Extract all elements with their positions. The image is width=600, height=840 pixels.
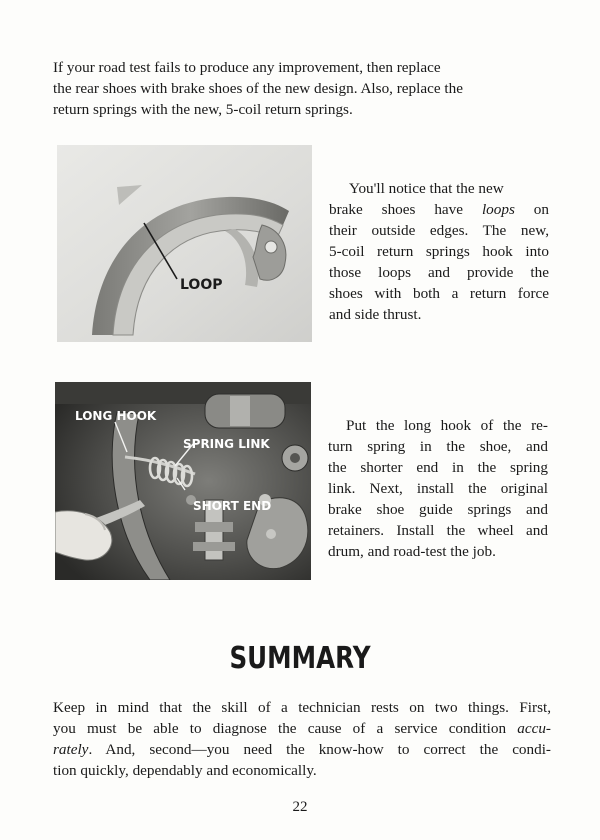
loops-text: brake shoes have bbox=[329, 201, 482, 218]
intro-paragraph bbox=[53, 57, 551, 120]
loops-line: their outside edges. The new, bbox=[329, 222, 549, 239]
summary-line bbox=[53, 718, 551, 739]
page-number: 22 bbox=[292, 799, 308, 815]
summary-text: . And, second—you need the know-how to correct the condi- bbox=[88, 741, 551, 758]
summary-paragraph bbox=[53, 697, 551, 781]
hook-line: retainers. Install the wheel and bbox=[328, 522, 548, 539]
brake-shoe-photo bbox=[57, 145, 312, 342]
hook-line: Put the long hook of the re- bbox=[346, 417, 548, 434]
spring-link-label: SPRING LINK bbox=[183, 437, 270, 451]
summary-text: you must be able to diagnose the cause of a service condition bbox=[53, 720, 518, 737]
hook-line: link. Next, install the original bbox=[328, 480, 548, 497]
summary-line: tion quickly, dependably and economically. bbox=[53, 762, 317, 779]
short-end-label: SHORT END bbox=[193, 499, 272, 513]
summary-emphasis: rately bbox=[53, 741, 89, 758]
loop-label: LOOP bbox=[180, 277, 223, 293]
summary-emphasis: accu- bbox=[517, 720, 551, 737]
intro-line: If your road test fails to produce any improvement, then replace bbox=[53, 59, 441, 76]
loops-line: 5-coil return springs hook into bbox=[329, 243, 549, 260]
loops-line: and side thrust. bbox=[329, 306, 422, 323]
summary-heading: SUMMARY bbox=[229, 641, 371, 676]
loops-emphasis: loops bbox=[481, 201, 515, 218]
long-hook-paragraph bbox=[328, 415, 548, 562]
loops-line: those loops and provide the bbox=[329, 264, 549, 281]
long-hook-label: LONG HOOK bbox=[75, 409, 157, 423]
loops-paragraph bbox=[329, 178, 549, 325]
loops-text: on bbox=[514, 201, 549, 218]
loops-line bbox=[329, 199, 549, 220]
loops-line: You'll notice that the new bbox=[349, 180, 504, 197]
hook-line: the shorter end in the spring bbox=[328, 459, 548, 476]
summary-line: Keep in mind that the skill of a technician rests on two things. First, bbox=[53, 699, 551, 716]
intro-line: return springs with the new, 5-coil return springs. bbox=[53, 101, 353, 118]
hook-line: drum, and road-test the job. bbox=[328, 543, 496, 560]
loops-line: shoes with both a return force bbox=[329, 285, 549, 302]
hook-line: brake shoe guide springs and bbox=[328, 501, 548, 518]
hook-line: turn spring in the shoe, and bbox=[328, 438, 548, 455]
return-spring-photo bbox=[55, 382, 311, 580]
summary-line bbox=[53, 739, 551, 760]
intro-line: the rear shoes with brake shoes of the new design. Also, replace the bbox=[53, 80, 463, 97]
